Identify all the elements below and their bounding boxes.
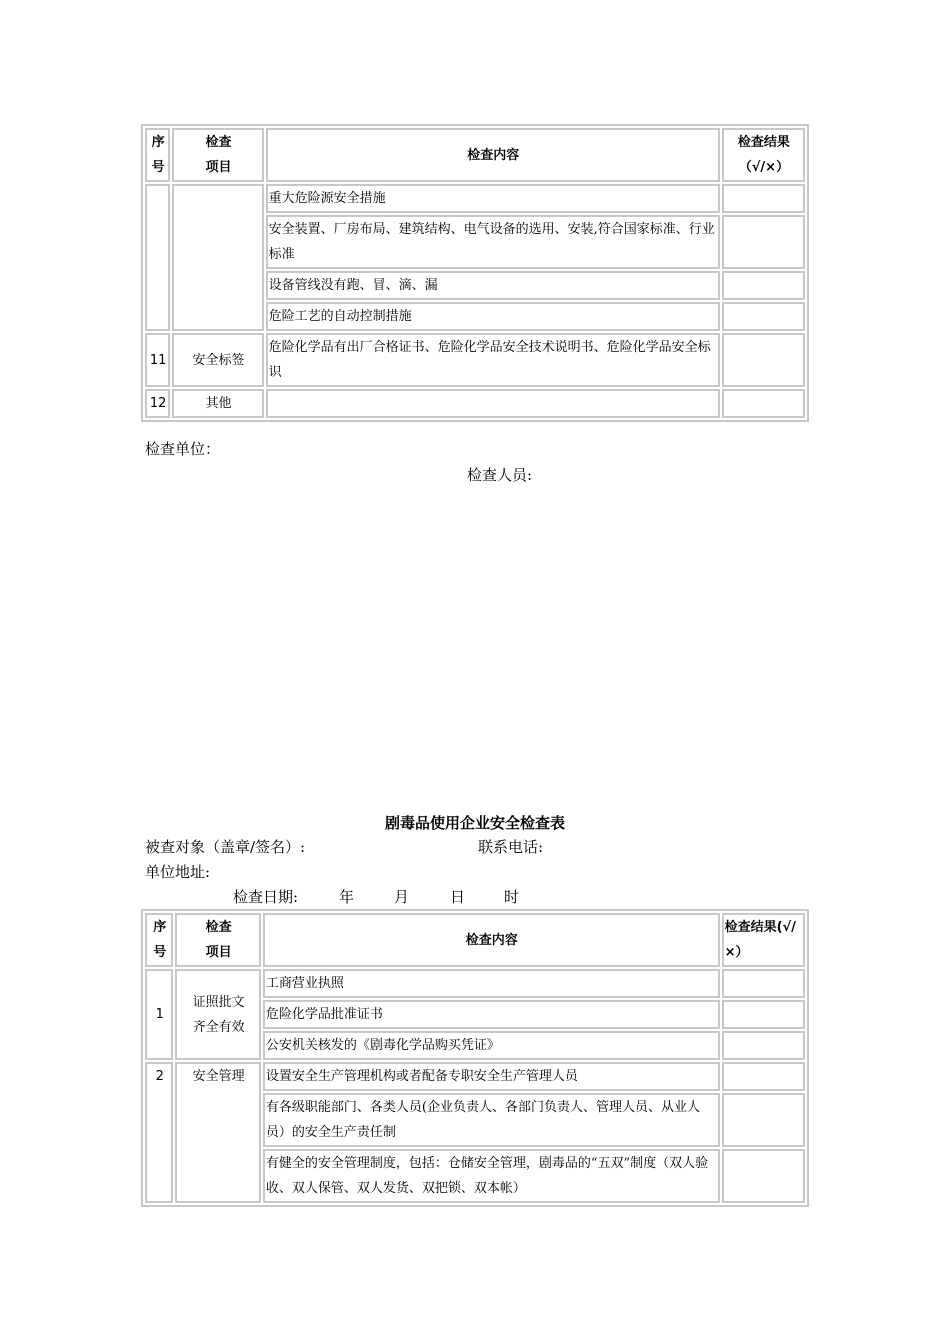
row-content: 设置安全生产管理机构或者配备专职安全生产管理人员: [263, 1062, 720, 1091]
header-result: 检查结果 （√/×）: [722, 128, 805, 182]
row-content: 危险化学品有出厂合格证书、危险化学品安全技术说明书、危险化学品安全标识: [266, 333, 720, 387]
row-result[interactable]: [722, 1062, 805, 1091]
row-item: 安全标签: [172, 333, 263, 387]
row-content: 有健全的安全管理制度，包括：仓储安全管理，剧毒品的“五双”制度（双人验收、双人保管、双人发货、双把锁、双本帐）: [263, 1149, 720, 1203]
table-row: [145, 969, 805, 998]
row-content: 工商营业执照: [263, 969, 720, 998]
row-result[interactable]: [722, 389, 805, 418]
row-content: 公安机关核发的《剧毒化学品购买凭证》: [263, 1031, 720, 1060]
row-content: [266, 389, 720, 418]
row-no: 2: [145, 1062, 173, 1203]
row-result[interactable]: [722, 302, 805, 331]
row-no: 1: [145, 969, 173, 1060]
inspected-party-label: 被查对象（盖章/签名）:: [145, 838, 306, 856]
table-row: [145, 184, 805, 213]
header-content: 检查内容: [266, 128, 720, 182]
row-content: 安全装置、厂房布局、建筑结构、电气设备的选用、安装,符合国家标准、行业标准: [266, 215, 720, 269]
header-no: 序 号: [145, 128, 170, 182]
address-label: 单位地址:: [145, 863, 211, 881]
header-no: 序号: [145, 913, 173, 967]
header-item: 检查 项目: [172, 128, 263, 182]
hour-label: 时: [504, 888, 520, 906]
row-content: 危险化学品批准证书: [263, 1000, 720, 1029]
row-result[interactable]: [722, 333, 805, 387]
table-row: [145, 389, 805, 418]
date-label: 检查日期:: [233, 888, 299, 906]
row-content: 重大危险源安全措施: [266, 184, 720, 213]
table-header-row: [145, 128, 805, 182]
year-label: 年: [339, 888, 355, 906]
row-result[interactable]: [722, 215, 805, 269]
row-result[interactable]: [722, 271, 805, 300]
phone-label: 联系电话:: [478, 838, 544, 856]
form-title: 剧毒品使用企业安全检查表: [384, 814, 565, 832]
inspection-table-1: [141, 124, 809, 422]
row-item-cell: [172, 184, 263, 331]
table-header-row: [145, 913, 805, 967]
month-label: 月: [394, 888, 410, 906]
row-no: 11: [145, 333, 170, 387]
row-no-cell: [145, 184, 170, 331]
header-content: 检查内容: [263, 913, 720, 967]
row-content: 危险工艺的自动控制措施: [266, 302, 720, 331]
header-result: 检查结果(√/ ×）: [722, 913, 805, 967]
header-item: 检查 项目: [175, 913, 260, 967]
row-item: 证照批文 齐全有效: [175, 969, 260, 1060]
table-row: [145, 333, 805, 387]
row-result[interactable]: [722, 1000, 805, 1029]
row-content: 设备管线没有跑、冒、滴、漏: [266, 271, 720, 300]
row-result[interactable]: [722, 969, 805, 998]
day-label: 日: [450, 888, 466, 906]
row-no: 12: [145, 389, 170, 418]
row-content: 有各级职能部门、各类人员(企业负责人、各部门负责人、管理人员、从业人员）的安全生产责任制: [263, 1093, 720, 1147]
inspection-unit-label: 检查单位：: [145, 440, 221, 458]
row-result[interactable]: [722, 1093, 805, 1147]
table-row: [145, 1062, 805, 1091]
row-result[interactable]: [722, 1031, 805, 1060]
inspector-label: 检查人员:: [467, 466, 533, 484]
row-result[interactable]: [722, 1149, 805, 1203]
row-result[interactable]: [722, 184, 805, 213]
inspection-table-2: [141, 909, 809, 1207]
row-item: 其他: [172, 389, 263, 418]
row-item: 安全管理: [175, 1062, 260, 1203]
